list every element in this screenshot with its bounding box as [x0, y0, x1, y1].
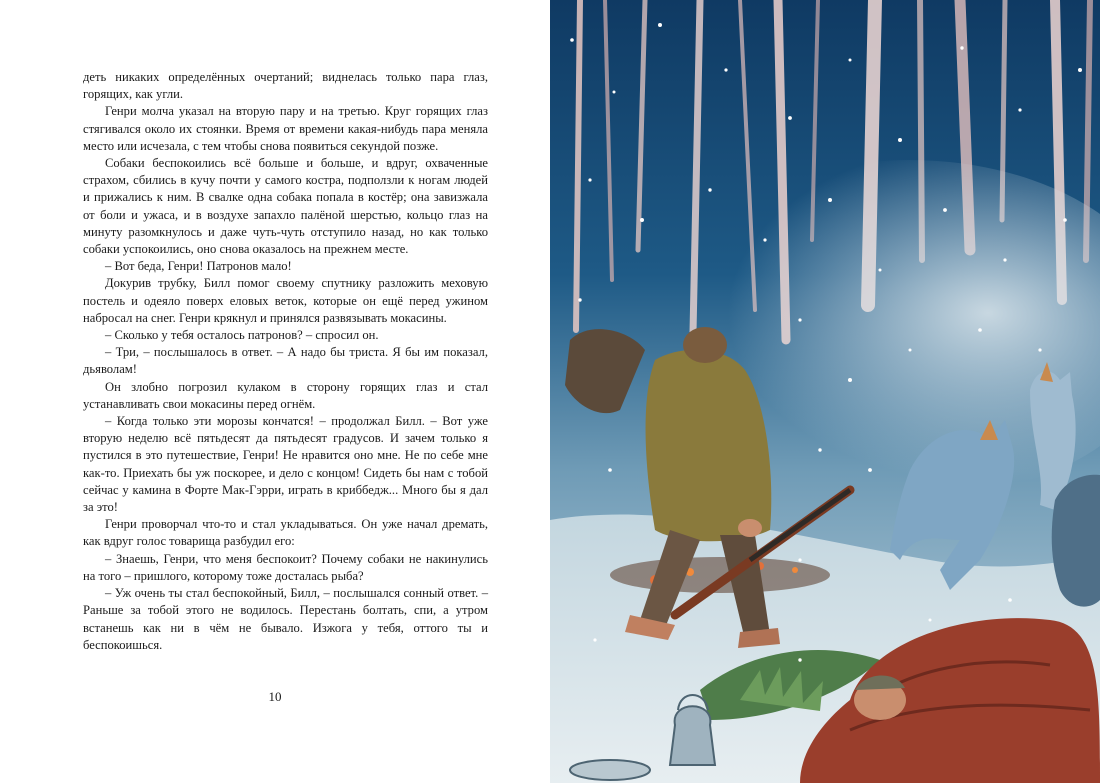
illustration: [550, 0, 1100, 783]
paragraph: – Знаешь, Генри, что меня беспокоит? Почему собаки не накинулись на того – пришлого, которому тоже досталась рыба?: [83, 551, 488, 583]
paragraph: – Когда только эти морозы кончатся! – продолжал Билл. – Вот уже вторую неделю всё пятьдесят да пятьдесят градусов. И зачем только я пустился в это путешествие, Генри! Не нравится оно мне. Не по себе мне как-то. Приехать бы уж поскорее, и дело с концом! Сидеть бы нам с тобой сейчас у камина в Форте Мак-Гэрри, играть в криббедж... Много бы я дал за это!: [83, 414, 488, 515]
paragraph: Генри проворчал что-то и стал укладываться. Он уже начал дремать, как вдруг голос товарища разбудил его:: [83, 517, 488, 549]
paragraph: – Сколько у тебя осталось патронов? – спросил он.: [105, 328, 379, 343]
paragraph: – Вот беда, Генри! Патронов мало!: [105, 259, 292, 274]
paragraph: – Уж очень ты стал беспокойный, Билл, – послышался сонный ответ. – Раньше за тобой этого не водилось. Перестань болтать, спи, а утром встанешь как ни в чём не бывало. Изжога у тебя, оттого ты и беспокоишься.: [83, 586, 488, 652]
winter-night-illustration: [550, 0, 1100, 783]
paragraph: Генри молча указал на вторую пару и на третью. Круг горящих глаз стягивался около их стоянки. Время от времени какая-нибудь пара меняла место или исчезала, с тем чтобы снова появиться секундой позже.: [83, 104, 488, 153]
text-block: [83, 69, 488, 654]
paragraph: Он злобно погрозил кулаком в сторону горящих глаз и стал устанавливать свои мокасины перед огнём.: [83, 379, 488, 411]
paragraph: деть никаких определённых очертаний; виднелась только пара глаз, горящих, как угли.: [83, 70, 488, 102]
paragraph: Собаки беспокоились всё больше и больше, и вдруг, охваченные страхом, сбились в кучу почти у самого костра, подползли к ногам людей и прижались к ним. В свалке одна собака попала в костёр; она завизжала от боли и ужаса, и в воздухе запахло палёной шерстью, кольцо глаз на минуту разомкнулось и даже чуть-чуть отступило назад, но как только собаки успокоились, оно снова оказалось на прежнем месте.: [83, 156, 488, 257]
paragraph: – Три, – послышалось в ответ. – А надо бы триста. Я бы им показал, дьяволам!: [83, 345, 488, 377]
page-number: 10: [268, 689, 282, 704]
paragraph: Докурив трубку, Билл помог своему спутнику разложить меховую постель и одеяло поверх еловых веток, которые он ещё перед ужином набросал на снег. Генри крякнул и принялся развязывать мокасины.: [83, 276, 488, 325]
